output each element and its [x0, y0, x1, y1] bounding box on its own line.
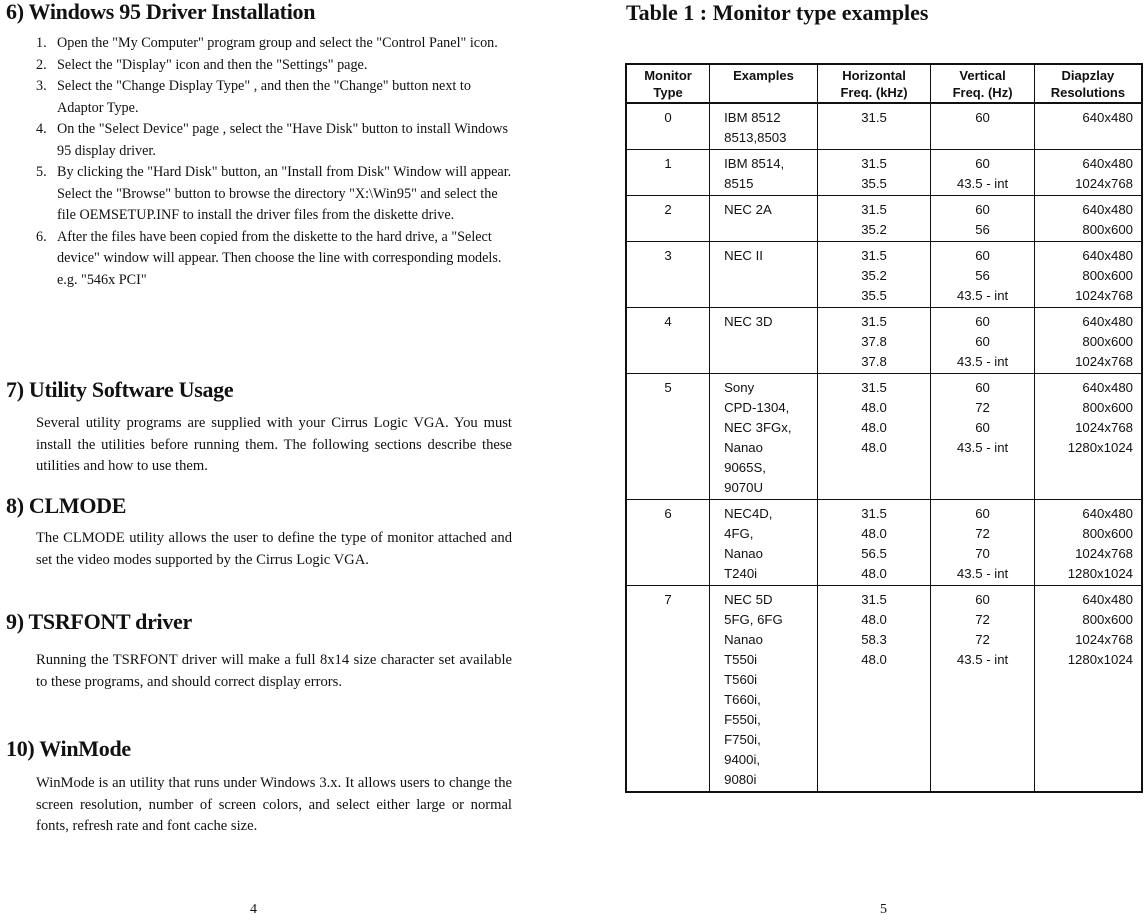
cell-line: 31.5	[861, 380, 887, 395]
cell-line: 60	[975, 420, 990, 435]
horizontal-freq-cell	[817, 196, 930, 242]
cell-line: NEC4D,	[724, 506, 773, 521]
horizontal-freq-cell	[817, 374, 930, 500]
cell-line: Nanao	[724, 440, 763, 455]
cell-line: 1024x768	[1075, 354, 1133, 369]
cell-line: 72	[975, 400, 990, 415]
cell-line: 800x600	[1082, 400, 1133, 415]
table-row	[626, 196, 1142, 242]
right-page	[580, 0, 1145, 921]
cell-line: 56	[975, 222, 990, 237]
table-title: Table 1 : Monitor type examples	[626, 0, 929, 25]
cell-line: 9400i,	[724, 752, 761, 767]
cell-line: 31.5	[861, 314, 887, 329]
cell-line: NEC 5D	[724, 592, 773, 607]
cell-line: 9065S,	[724, 460, 766, 475]
cell-line: T560i	[724, 672, 758, 687]
section-8-heading: 8) CLMODE	[6, 493, 127, 518]
page-number-left: 4	[250, 902, 257, 917]
cell-line: 31.5	[861, 202, 887, 217]
section-8-text: The CLMODE utility allows the user to define the type of monitor attached and set the video modes supported by the Cirrus Logic VGA.	[36, 530, 512, 568]
examples-cell	[710, 196, 818, 242]
cell-line: 31.5	[861, 592, 887, 607]
cell-line: T240i	[724, 566, 758, 581]
cell-line: 60	[975, 156, 990, 171]
cell-line: NEC II	[724, 248, 763, 263]
cell-line: NEC 3FGx,	[724, 420, 792, 435]
step-number: 3.	[36, 78, 47, 94]
horizontal-freq-cell	[817, 103, 930, 150]
cell-line: Sony	[724, 380, 755, 395]
cell-line: F550i,	[724, 712, 761, 727]
cell-line: 48.0	[861, 612, 887, 627]
cell-line: 800x600	[1082, 222, 1133, 237]
cell-line: 1280x1024	[1067, 652, 1133, 667]
cell-line: 31.5	[861, 110, 887, 125]
table-row	[626, 500, 1142, 586]
monitor-type-cell: 3	[626, 242, 710, 308]
step-text: Select the "Change Display Type" , and then the "Change" button next to Adaptor Type.	[57, 78, 471, 116]
step-number: 4.	[36, 121, 47, 137]
table-row	[626, 103, 1142, 150]
cell-line: 1024x768	[1075, 288, 1133, 303]
header-monitor-type: Monitor Type	[626, 64, 710, 103]
cell-line: 43.5 - int	[956, 354, 1009, 369]
monitor-type-cell: 6	[626, 500, 710, 586]
cell-line: 640x480	[1082, 110, 1133, 125]
installation-step	[36, 33, 512, 55]
cell-line: 43.5 - int	[956, 176, 1009, 191]
examples-cell	[710, 103, 818, 150]
step-text: After the files have been copied from the diskette to the hard drive, a "Select device" window will appear. Then choose the line with corresponding models. e.g. "546x PCI"	[57, 228, 502, 288]
examples-cell	[710, 242, 818, 308]
cell-line: 9080i	[724, 772, 757, 787]
vertical-freq-cell	[931, 586, 1035, 793]
cell-line: 60	[975, 334, 990, 349]
section-10-heading: 10) WinMode	[6, 736, 131, 761]
table-row	[626, 150, 1142, 196]
installation-step	[36, 162, 512, 227]
cell-line: 640x480	[1082, 380, 1133, 395]
cell-line: 58.3	[861, 632, 887, 647]
cell-line: 1024x768	[1075, 420, 1133, 435]
page-number-right: 5	[880, 902, 887, 917]
resolutions-cell	[1034, 103, 1142, 150]
cell-line: 640x480	[1082, 202, 1133, 217]
section-7-heading: 7) Utility Software Usage	[6, 377, 234, 402]
vertical-freq-cell	[931, 374, 1035, 500]
monitor-type-cell: 0	[626, 103, 710, 150]
step-number: 1.	[36, 35, 47, 51]
resolutions-cell	[1034, 500, 1142, 586]
table-row	[626, 374, 1142, 500]
left-page	[0, 0, 560, 921]
cell-line: 56	[975, 268, 990, 283]
installation-step	[36, 76, 512, 119]
installation-step	[36, 227, 512, 292]
monitor-type-cell: 4	[626, 308, 710, 374]
cell-line: T660i,	[724, 692, 761, 707]
cell-line: 35.2	[861, 222, 887, 237]
step-number: 5.	[36, 164, 47, 180]
horizontal-freq-cell	[817, 242, 930, 308]
cell-line: 640x480	[1082, 592, 1133, 607]
examples-cell	[710, 308, 818, 374]
step-text: By clicking the "Hard Disk" button, an "Install from Disk" Window will appear. Select the "Browse" button to browse the directory "X:\Win95" and select the file OEMSETUP.INF to install the driver files from the diskette drive.	[57, 164, 512, 223]
cell-line: 48.0	[861, 400, 887, 415]
cell-line: 9070U	[724, 480, 763, 495]
monitor-type-cell: 5	[626, 374, 710, 500]
installation-step	[36, 55, 512, 77]
resolutions-cell	[1034, 586, 1142, 793]
cell-line: 56.5	[861, 546, 887, 561]
cell-line: 800x600	[1082, 612, 1133, 627]
resolutions-cell	[1034, 150, 1142, 196]
cell-line: 35.5	[861, 288, 887, 303]
vertical-freq-cell	[931, 242, 1035, 308]
examples-cell	[710, 500, 818, 586]
cell-line: 48.0	[861, 526, 887, 541]
section-9-heading: 9) TSRFONT driver	[6, 609, 192, 634]
cell-line: 1024x768	[1075, 546, 1133, 561]
vertical-freq-cell	[931, 500, 1035, 586]
cell-line: 43.5 - int	[956, 440, 1009, 455]
cell-line: IBM 8514,	[724, 156, 785, 171]
cell-line: 35.5	[861, 176, 887, 191]
cell-line: 1280x1024	[1067, 440, 1133, 455]
resolutions-cell	[1034, 308, 1142, 374]
cell-line: 4FG,	[724, 526, 754, 541]
header-examples: Examples	[710, 64, 818, 103]
examples-cell	[710, 586, 818, 793]
cell-line: 35.2	[861, 268, 887, 283]
cell-line: 640x480	[1082, 156, 1133, 171]
step-text: Open the "My Computer" program group and select the "Control Panel" icon.	[57, 35, 498, 51]
cell-line: 48.0	[861, 566, 887, 581]
section-9-text: Running the TSRFONT driver will make a full 8x14 size character set available to these programs, and should correct display errors.	[36, 652, 512, 690]
cell-line: 60	[975, 380, 990, 395]
cell-line: 72	[975, 526, 990, 541]
step-text: On the "Select Device" page , select the "Have Disk" button to install Windows 95 display driver.	[57, 121, 509, 159]
step-number: 6.	[36, 228, 47, 245]
cell-line: 72	[975, 612, 990, 627]
examples-cell	[710, 374, 818, 500]
resolutions-cell	[1034, 374, 1142, 500]
cell-line: 70	[975, 546, 990, 561]
cell-line: 31.5	[861, 506, 887, 521]
vertical-freq-cell	[931, 103, 1035, 150]
table-row	[626, 242, 1142, 308]
section-6-heading: 6) Windows 95 Driver Installation	[6, 0, 316, 24]
cell-line: IBM 8512	[724, 110, 781, 125]
horizontal-freq-cell	[817, 500, 930, 586]
monitor-type-cell: 2	[626, 196, 710, 242]
header-display-resolutions: Diapzlay Resolutions	[1034, 64, 1142, 103]
cell-line: 8513,8503	[724, 130, 787, 145]
table-row	[626, 586, 1142, 793]
cell-line: 640x480	[1082, 506, 1133, 521]
cell-line: 43.5 - int	[956, 288, 1009, 303]
vertical-freq-cell	[931, 196, 1035, 242]
table-row	[626, 308, 1142, 374]
cell-line: 60	[975, 506, 990, 521]
cell-line: Nanao	[724, 546, 763, 561]
step-text: Select the "Display" icon and then the "Settings" page.	[57, 56, 368, 73]
cell-line: 800x600	[1082, 334, 1133, 349]
resolutions-cell	[1034, 196, 1142, 242]
cell-line: 60	[975, 592, 990, 607]
horizontal-freq-cell	[817, 586, 930, 793]
table-header-row	[626, 64, 1142, 103]
cell-line: 640x480	[1082, 248, 1133, 263]
cell-line: 37.8	[861, 354, 887, 369]
monitor-type-cell: 7	[626, 586, 710, 793]
cell-line: 60	[975, 248, 990, 263]
vertical-freq-cell	[931, 150, 1035, 196]
cell-line: 60	[975, 110, 990, 125]
cell-line: CPD-1304,	[724, 400, 790, 415]
vertical-freq-cell	[931, 308, 1035, 374]
cell-line: 31.5	[861, 156, 887, 171]
cell-line: 640x480	[1082, 314, 1133, 329]
cell-line: 31.5	[861, 248, 887, 263]
cell-line: NEC 3D	[724, 314, 773, 329]
step-number: 2.	[36, 56, 47, 73]
cell-line: F750i,	[724, 732, 761, 747]
horizontal-freq-cell	[817, 150, 930, 196]
monitor-table	[625, 63, 1143, 793]
cell-line: 43.5 - int	[956, 652, 1009, 667]
cell-line: 48.0	[861, 420, 887, 435]
horizontal-freq-cell	[817, 308, 930, 374]
installation-steps	[36, 33, 512, 291]
cell-line: Nanao	[724, 632, 763, 647]
cell-line: 72	[975, 632, 990, 647]
installation-step	[36, 119, 512, 162]
cell-line: 1280x1024	[1067, 566, 1133, 581]
cell-line: 43.5 - int	[956, 566, 1009, 581]
header-vertical-freq: Vertical Freq. (Hz)	[931, 64, 1035, 103]
cell-line: 37.8	[861, 334, 887, 349]
cell-line: T550i	[724, 652, 758, 667]
cell-line: 8515	[724, 176, 754, 191]
section-7-text: Several utility programs are supplied with your Cirrus Logic VGA. You must install the utilities before running them. The following sections describe these utilities and how to use them.	[36, 415, 512, 474]
cell-line: 60	[975, 314, 990, 329]
cell-line: 1024x768	[1075, 632, 1133, 647]
cell-line: 48.0	[861, 652, 887, 667]
resolutions-cell	[1034, 242, 1142, 308]
header-horizontal-freq: Horizontal Freq. (kHz)	[817, 64, 930, 103]
cell-line: 1024x768	[1075, 176, 1133, 191]
cell-line: 800x600	[1082, 526, 1133, 541]
section-10-text: WinMode is an utility that runs under Windows 3.x. It allows users to change the screen resolution, number of screen colors, and select either large or normal fonts, refresh rate and font cache size.	[36, 775, 512, 834]
monitor-type-cell: 1	[626, 150, 710, 196]
cell-line: NEC 2A	[724, 202, 772, 217]
cell-line: 48.0	[861, 440, 887, 455]
cell-line: 800x600	[1082, 268, 1133, 283]
cell-line: 60	[975, 202, 990, 217]
cell-line: 5FG, 6FG	[724, 612, 783, 627]
examples-cell	[710, 150, 818, 196]
